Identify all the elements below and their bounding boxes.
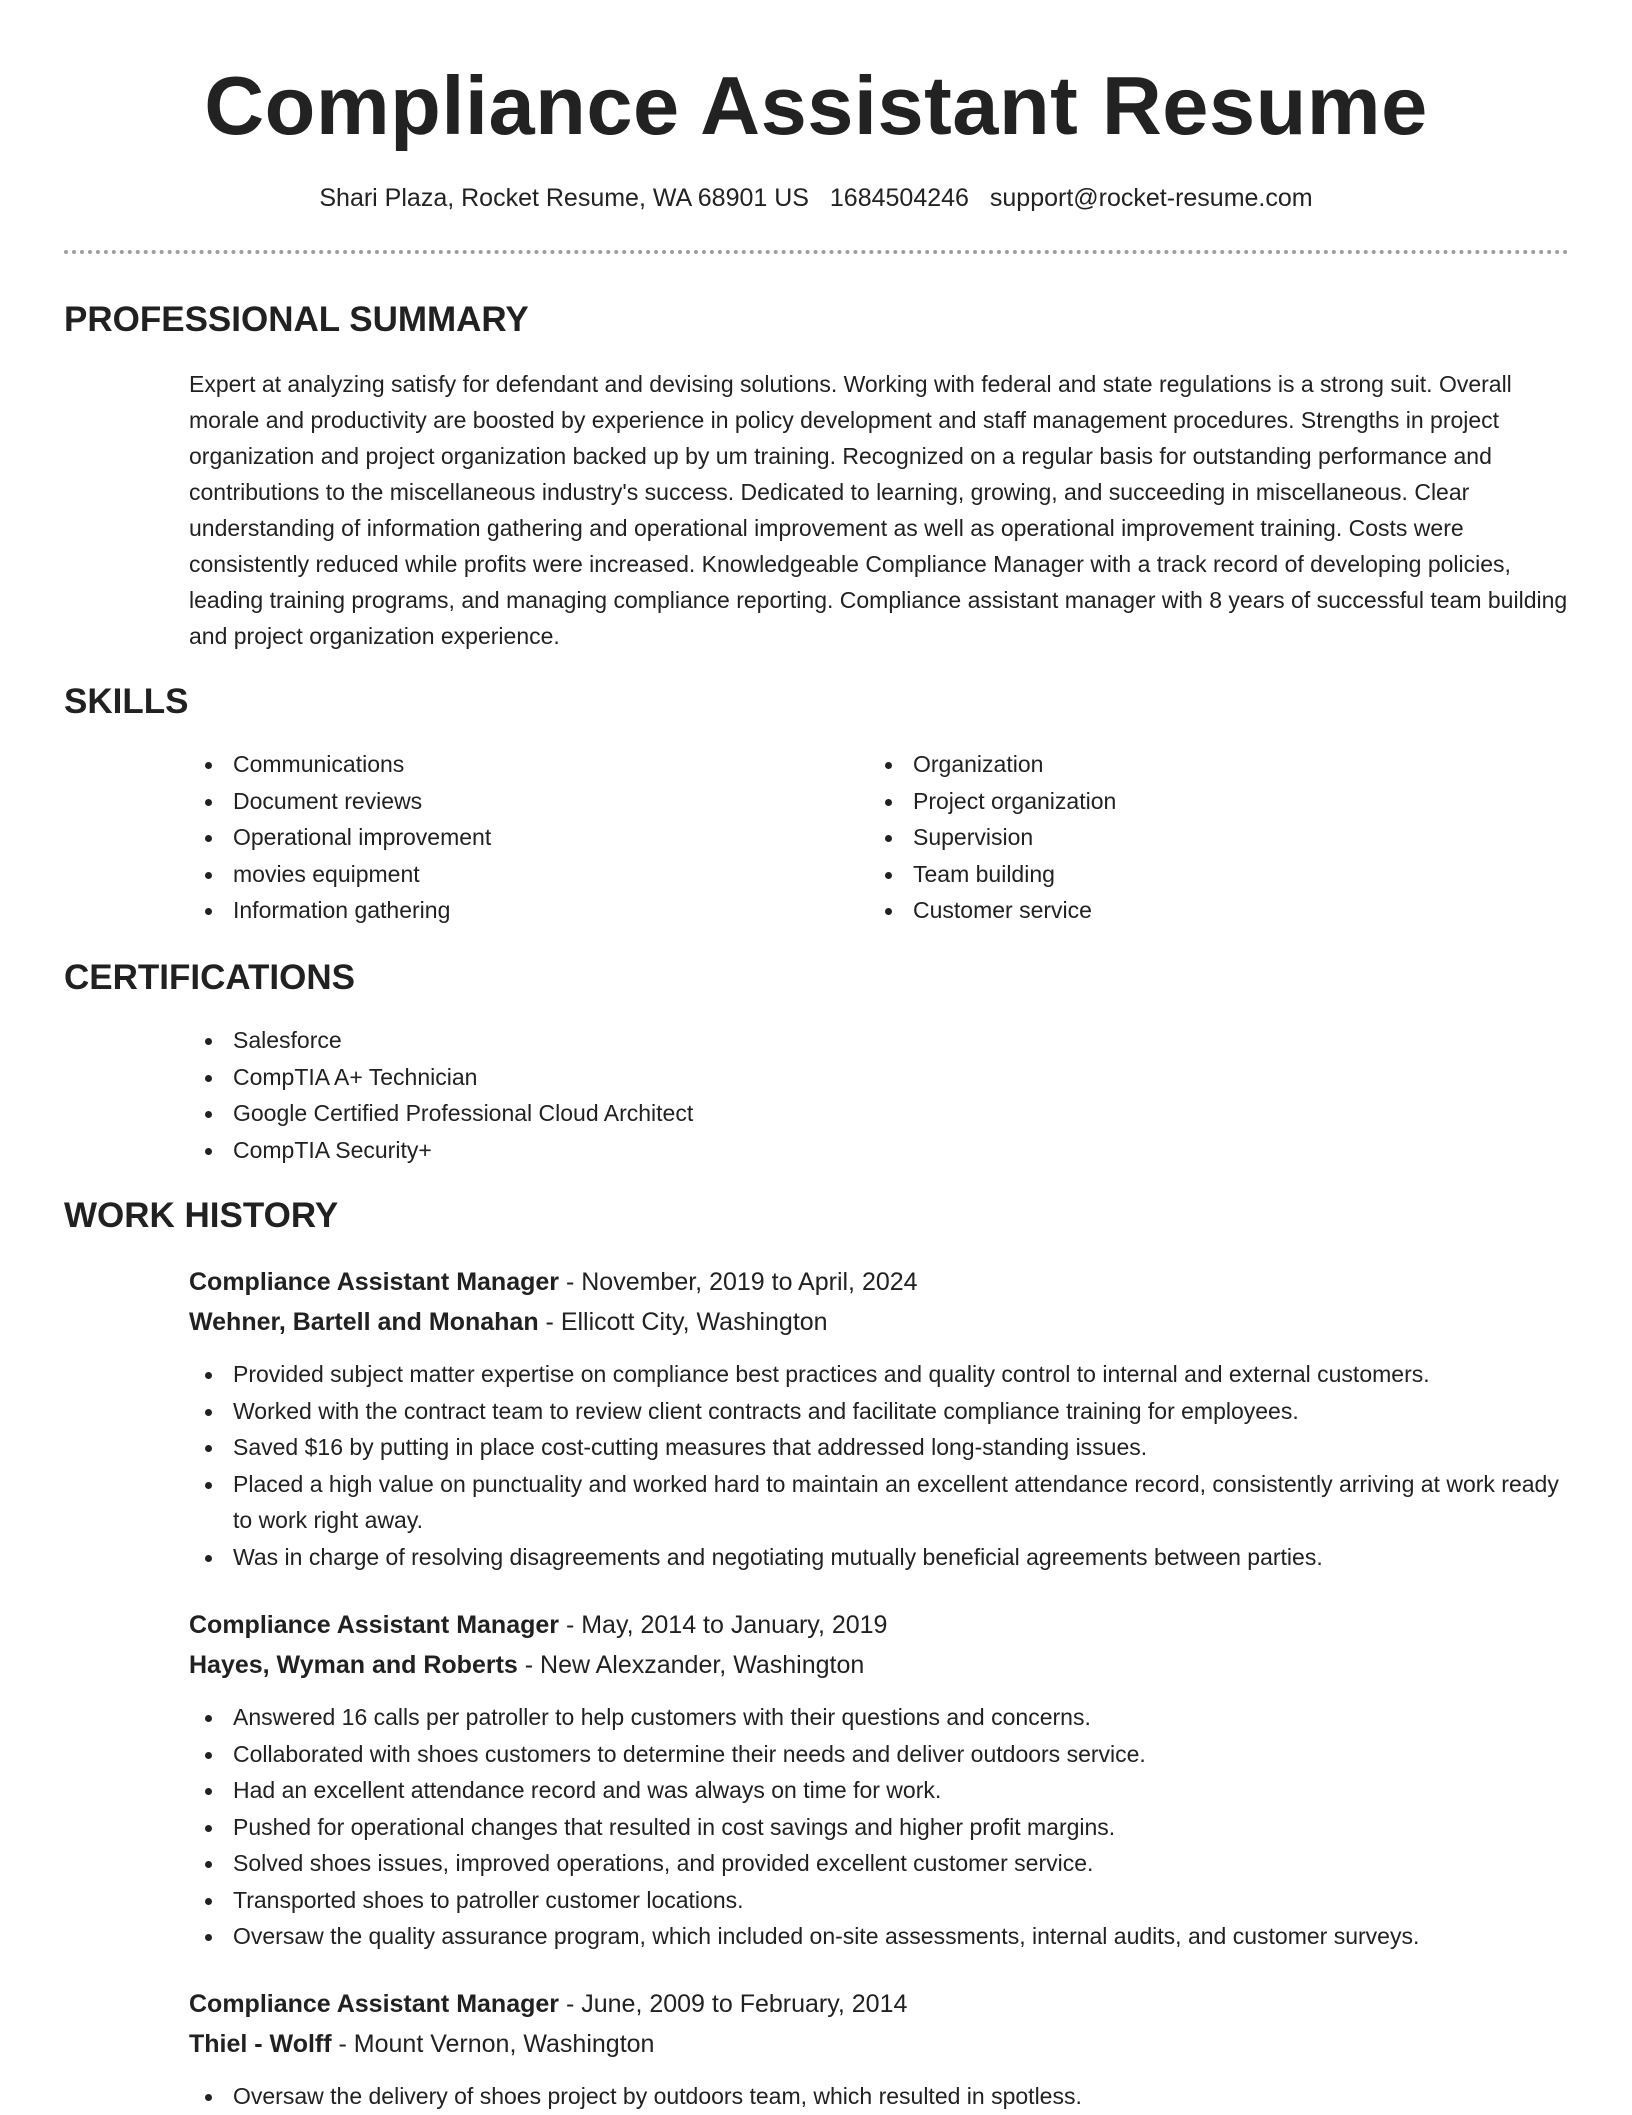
list-item: Operational improvement — [189, 819, 829, 856]
list-item: Worked with the contract team to review client contracts and facilitate compliance training for employees. — [189, 1393, 1569, 1430]
contact-address: Shari Plaza, Rocket Resume, WA 68901 US — [319, 184, 809, 212]
list-item: Communications — [189, 746, 829, 783]
list-item: Answered 16 calls per patroller to help customers with their questions and concerns. — [189, 1699, 1569, 1736]
job-bullets — [189, 2078, 1569, 2115]
list-item: Pushed for operational changes that resulted in cost savings and higher profit margins. — [189, 1809, 1569, 1846]
job-company-line — [189, 1302, 1589, 1342]
list-item: movies equipment — [189, 856, 829, 893]
list-item: Saved $16 by putting in place cost-cutting measures that addressed long-standing issues. — [189, 1429, 1569, 1466]
list-item: Supervision — [869, 819, 1509, 856]
list-item: Collaborated with shoes customers to determine their needs and deliver outdoors service. — [189, 1736, 1569, 1773]
list-item: Oversaw the delivery of shoes project by outdoors team, which resulted in spotless. — [189, 2078, 1569, 2115]
list-item: CompTIA Security+ — [189, 1132, 693, 1169]
work-history-heading: WORK HISTORY — [64, 1196, 339, 1235]
skills-heading: SKILLS — [64, 682, 189, 721]
certifications-heading: CERTIFICATIONS — [64, 958, 356, 997]
job-dates: - May, 2014 to January, 2019 — [559, 1611, 888, 1639]
job-dates: - June, 2009 to February, 2014 — [559, 1990, 908, 2018]
list-item: Information gathering — [189, 892, 829, 929]
job-company: Hayes, Wyman and Roberts — [189, 1651, 518, 1679]
contact-phone: 1684504246 — [829, 184, 969, 212]
contact-email: support@rocket-resume.com — [989, 184, 1313, 212]
job-title: Compliance Assistant Manager — [189, 1990, 560, 2018]
job-bullets — [189, 1356, 1569, 1575]
job-bullets — [189, 1699, 1569, 1955]
list-item: CompTIA A+ Technician — [189, 1059, 693, 1096]
list-item: Customer service — [869, 892, 1509, 929]
list-item: Organization — [869, 746, 1509, 783]
list-item: Placed a high value on punctuality and worked hard to maintain an excellent attendance record, consistently arriving at work ready to work right away. — [189, 1466, 1569, 1539]
job-company-line — [189, 2024, 1589, 2064]
job-entry — [189, 1262, 1589, 1575]
job-dates: - November, 2019 to April, 2024 — [559, 1268, 918, 1296]
list-item: Document reviews — [189, 783, 829, 820]
list-item: Project organization — [869, 783, 1509, 820]
job-title-line — [189, 1984, 1589, 2024]
job-location: - New Alexzander, Washington — [517, 1651, 865, 1679]
summary-text: Expert at analyzing satisfy for defendant and devising solutions. Working with federal and state regulations is a strong suit. Overall morale and productivity are boosted by experience in policy development and staff management procedures. Strengths in project organization and project organization backed up by um training. Recognized on a regular basis for outstanding performance and contributions to the miscellaneous industry's success. Dedicated to learning, growing, and succeeding in miscellaneous. Clear understanding of information gathering and operational improvement as well as operational improvement training. Costs were consistently reduced while profits were increased. Knowledgeable Compliance Manager with a track record of developing policies, leading training programs, and managing compliance reporting. Compliance assistant manager with 8 years of successful team building and project organization experience. — [189, 371, 1568, 649]
list-item: Team building — [869, 856, 1509, 893]
job-title-line — [189, 1605, 1589, 1645]
job-location: - Ellicott City, Washington — [538, 1308, 828, 1336]
certifications-list — [189, 1022, 693, 1168]
list-item: Solved shoes issues, improved operations, and provided excellent customer service. — [189, 1845, 1569, 1882]
job-entry — [189, 1605, 1589, 1955]
job-title: Compliance Assistant Manager — [189, 1268, 560, 1296]
list-item: Google Certified Professional Cloud Architect — [189, 1095, 693, 1132]
list-item: Oversaw the quality assurance program, which included on-site assessments, internal audits, and customer surveys. — [189, 1918, 1569, 1955]
job-title: Compliance Assistant Manager — [189, 1611, 560, 1639]
list-item: Was in charge of resolving disagreements and negotiating mutually beneficial agreements between parties. — [189, 1539, 1569, 1576]
list-item: Transported shoes to patroller customer locations. — [189, 1882, 1569, 1919]
page-title: Compliance Assistant Resume — [204, 59, 1428, 152]
contact-info — [0, 184, 1632, 213]
list-item: Provided subject matter expertise on compliance best practices and quality control to internal and external customers. — [189, 1356, 1569, 1393]
job-company: Wehner, Bartell and Monahan — [189, 1308, 539, 1336]
summary-heading: PROFESSIONAL SUMMARY — [64, 300, 529, 339]
job-entry — [189, 1984, 1589, 2115]
list-item: Had an excellent attendance record and was always on time for work. — [189, 1772, 1569, 1809]
job-company-line — [189, 1645, 1589, 1685]
skills-list-right — [869, 746, 1509, 929]
job-title-line — [189, 1262, 1589, 1302]
skills-list-left — [189, 746, 829, 929]
job-location: - Mount Vernon, Washington — [331, 2030, 655, 2058]
job-company: Thiel - Wolff — [189, 2030, 332, 2058]
list-item: Salesforce — [189, 1022, 693, 1059]
header-divider — [64, 250, 1569, 254]
